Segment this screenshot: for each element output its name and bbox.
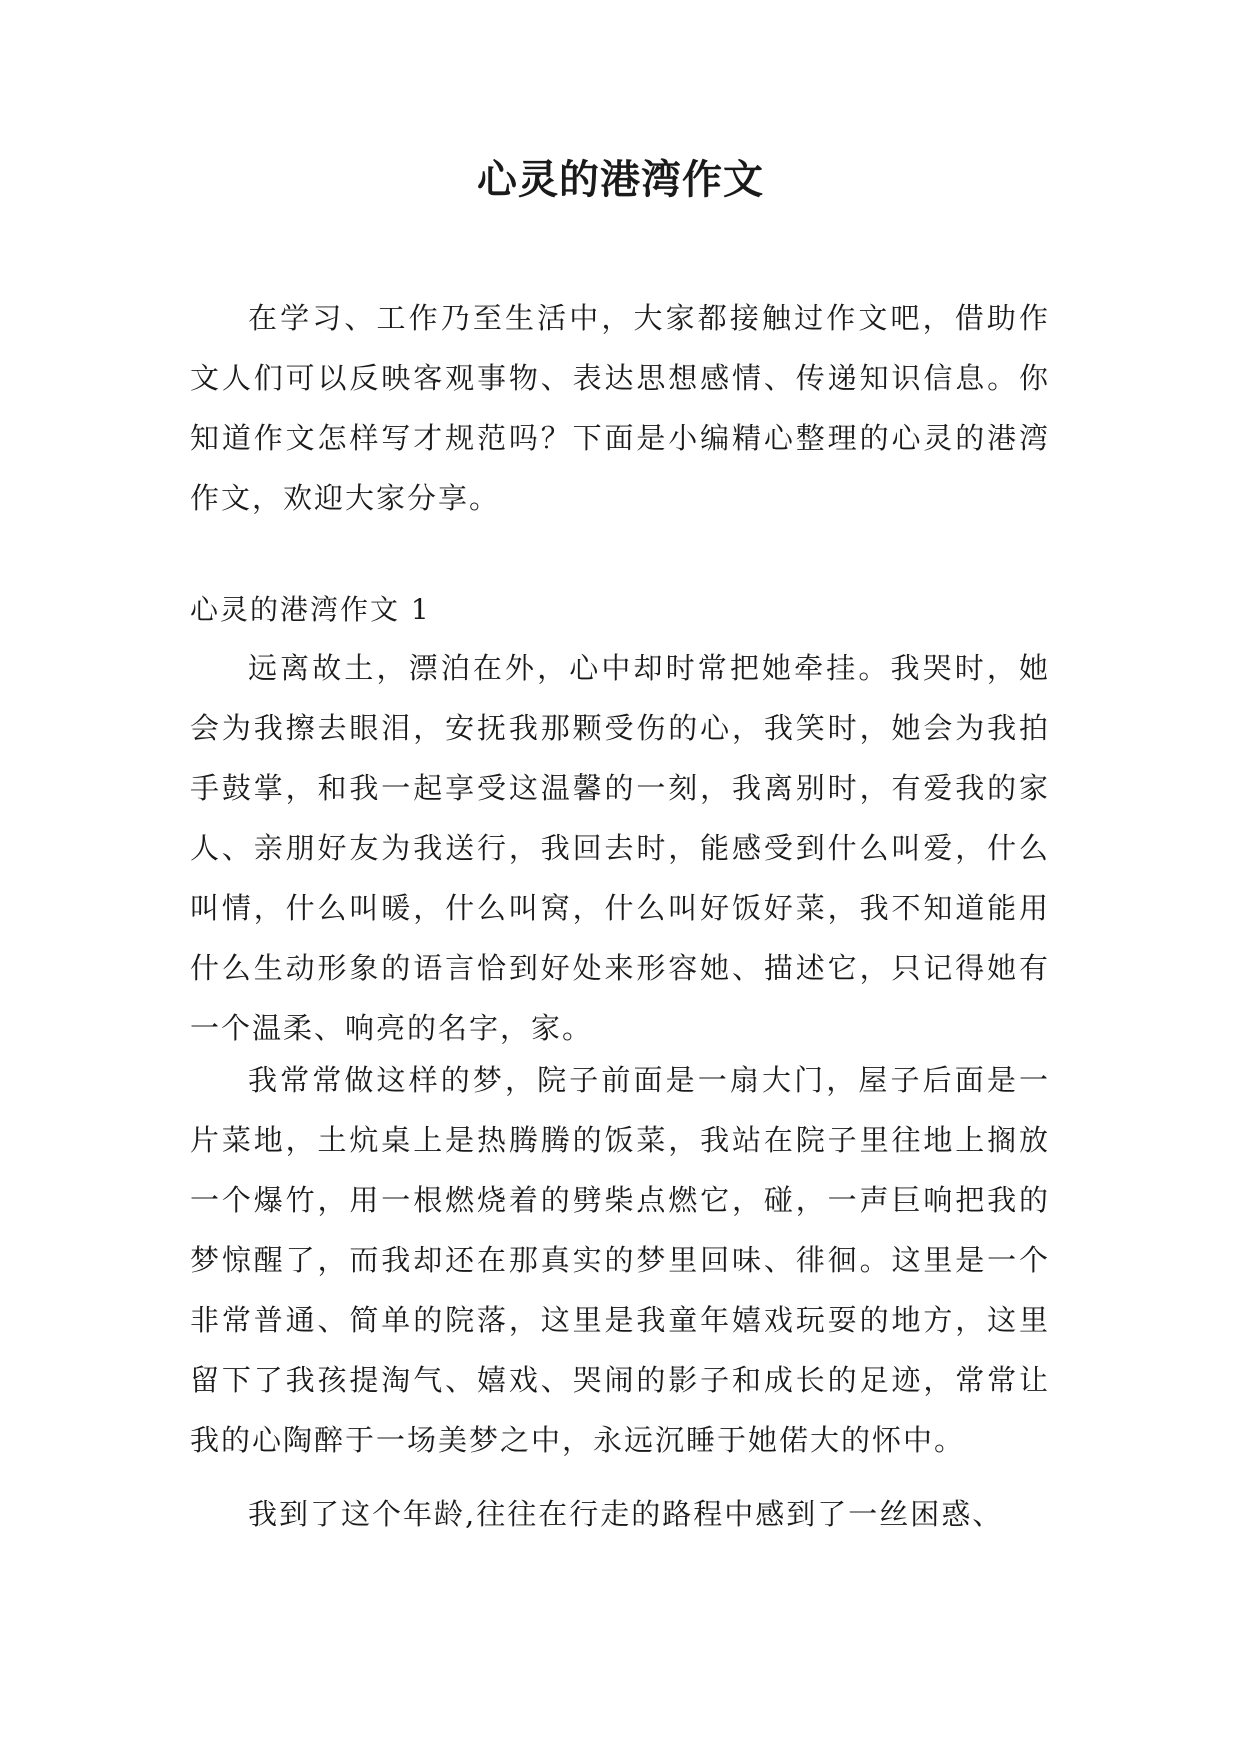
body-paragraph-2: 我常常做这样的梦，院子前面是一扇大门，屋子后面是一片菜地，土炕桌上是热腾腾的饭菜，我站在院子里往地上搁放一个爆竹，用一根燃烧着的劈柴点燃它，碰，一声巨响把我的梦惊醒了，而我却还在那真实的梦里回味、徘徊。这里是一个非常普通、简单的院落，这里是我童年嬉戏玩耍的地方，这里留下了我孩提淘气、嬉戏、哭闹的影子和成长的足迹，常常让我的心陶醉于一场美梦之中，永远沉睡于她偌大的怀中。 [190, 1063, 1050, 1457]
document-title: 心灵的港湾作文 [477, 156, 764, 203]
section-heading: 心灵的港湾作文 1 [190, 593, 431, 626]
body-paragraph-3: 我到了这个年龄,往往在行走的路程中感到了一丝困惑、 [248, 1497, 1004, 1531]
body-paragraph-1: 远离故土，漂泊在外，心中却时常把她牵挂。我哭时，她会为我擦去眼泪，安抚我那颗受伤的心，我笑时，她会为我拍手鼓掌，和我一起享受这温馨的一刻，我离别时，有爱我的家人、亲朋好友为我送行，我回去时，能感受到什么叫爱，什么叫情，什么叫暖，什么叫窝，什么叫好饭好菜，我不知道能用什么生动形象的语言恰到好处来形容她、描述它，只记得她有一个温柔、响亮的名字，家。 [190, 651, 1050, 1045]
intro-paragraph: 在学习、工作乃至生活中，大家都接触过作文吧，借助作文人们可以反映客观事物、表达思想感情、传递知识信息。你知道作文怎样写才规范吗？下面是小编精心整理的心灵的港湾作文，欢迎大家分享。 [190, 301, 1050, 515]
